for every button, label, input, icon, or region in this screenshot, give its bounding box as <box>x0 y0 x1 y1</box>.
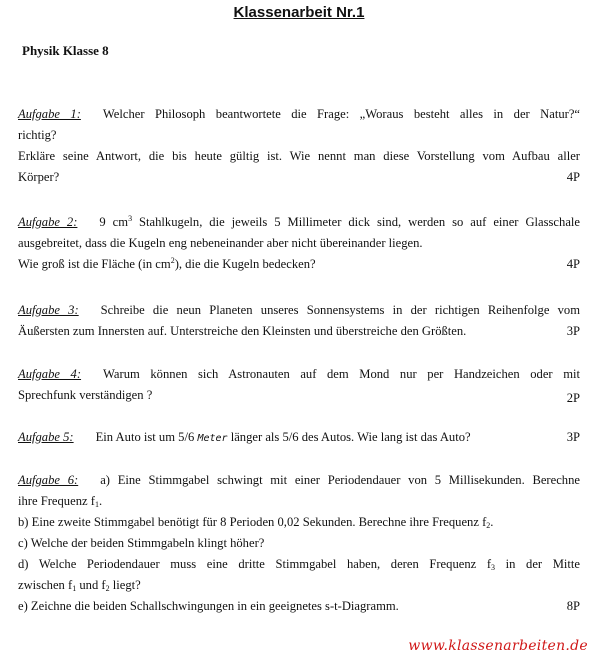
task-5-text-a: Ein Auto ist um 5/6 <box>95 430 195 444</box>
task-3-text-2: Äußersten zum Innersten auf. Unterstreiche den Kleinsten und überstreiche den Größten. <box>18 324 467 338</box>
task-6-text-d2c: liegt? <box>109 578 141 592</box>
task-4-label: Aufgabe 4: <box>18 367 82 381</box>
task-2-text-1a: 9 cm <box>99 215 129 229</box>
watermark-link[interactable]: www.klassenarbeiten.de <box>408 638 588 654</box>
page-title: Klassenarbeit Nr.1 <box>233 4 365 21</box>
task-5-label: Aufgabe 5: <box>18 430 74 444</box>
task-4-text-2: Sprechfunk verständigen ? <box>18 388 153 402</box>
task-4-text-1: Warum können sich Astronauten auf dem Mond nur per Handzeichen oder mit <box>103 367 580 381</box>
task-2-text-3a: Wie groß ist die Fläche (in cm <box>18 257 171 271</box>
task-2-label: Aufgabe 2: <box>18 215 78 229</box>
task-2-line-3 <box>18 254 580 275</box>
task-3-line-2 <box>18 321 580 342</box>
task-3-line-1 <box>18 300 580 321</box>
task-6-line-e <box>18 596 580 617</box>
task-3 <box>18 300 580 342</box>
task-1-text-4: Körper? <box>18 170 60 184</box>
task-2-text-3b: ), die die Kugeln bedecken? <box>174 257 316 271</box>
task-5-handwritten-note: Meter <box>197 433 228 444</box>
task-2-sup-2: 2 <box>170 256 175 265</box>
task-1-text-3: Erkläre seine Antwort, die bis heute gültig ist. Wie nennt man diese Vorstellung vom Aufbau aller <box>18 149 580 163</box>
task-6-text-a1: a) Eine Stimmgabel schwingt mit einer Periodendauer von 5 Millisekunden. Berechne <box>100 473 580 487</box>
task-2-points: 4P <box>566 257 580 271</box>
task-3-points: 3P <box>566 324 580 338</box>
task-6-text-b: b) Eine zweite Stimmgabel benötigt für 8 Perioden 0,02 Sekunden. Berechne ihre Frequenz f <box>18 515 487 529</box>
task-6-label: Aufgabe 6: <box>18 473 79 487</box>
task-6-text-d2b: und f <box>76 578 106 592</box>
task-4-line-1 <box>18 364 580 385</box>
task-6-points: 8P <box>566 599 580 613</box>
task-4-line-2 <box>18 385 580 406</box>
task-5-line-1 <box>18 427 580 449</box>
task-1-line-4 <box>18 167 580 188</box>
task-6-text-d1a: d) Welche Periodendauer muss eine dritte Stimmgabel haben, deren Frequenz f <box>18 557 492 571</box>
task-6-text-c: c) Welche der beiden Stimmgabeln klingt höher? <box>18 536 265 550</box>
task-1 <box>18 104 580 188</box>
task-2-sup-3: 3 <box>128 214 133 223</box>
task-6-sub-3: 3 <box>491 563 496 572</box>
task-1-points: 4P <box>566 170 580 184</box>
task-2 <box>18 212 580 275</box>
task-1-line-1 <box>18 104 580 125</box>
task-6-text-d1b: in der Mitte <box>495 557 581 571</box>
task-6 <box>18 470 580 617</box>
task-6-text-e: e) Zeichne die beiden Schallschwingungen in ein geeignetes s-t-Diagramm. <box>18 599 399 613</box>
task-2-text-2: ausgebreitet, dass die Kugeln eng nebeneinander aber nicht übereinander liegen. <box>18 236 423 250</box>
task-5-points: 3P <box>566 430 580 444</box>
task-3-label: Aufgabe 3: <box>18 303 79 317</box>
task-5-text-b: länger als 5/6 des Autos. Wie lang ist das Auto? <box>230 430 471 444</box>
task-6-line-b <box>18 512 580 533</box>
task-4 <box>18 364 580 406</box>
task-6-sub-f2: 2 <box>105 584 110 593</box>
task-4-points: 2P <box>566 391 580 405</box>
task-5 <box>18 427 580 449</box>
task-6-line-a2 <box>18 491 580 512</box>
task-1-text-2: richtig? <box>18 128 57 142</box>
task-3-text-1: Schreibe die neun Planeten unseres Sonnensystems in der richtigen Reihenfolge vom <box>100 303 580 317</box>
task-1-label: Aufgabe 1: <box>18 107 81 121</box>
task-6-text-d2a: zwischen f <box>18 578 73 592</box>
task-6-sub-f1: 1 <box>72 584 77 593</box>
task-2-text-1b: Stahlkugeln, die jeweils 5 Millimeter dick sind, werden so auf einer Glasschale <box>132 215 580 229</box>
task-6-text-a2b: . <box>98 494 103 508</box>
task-6-line-d1 <box>18 554 580 575</box>
task-2-line-1 <box>18 212 580 233</box>
task-6-sub-2: 2 <box>486 521 491 530</box>
task-6-line-d2 <box>18 575 580 596</box>
task-6-text-b-end: . <box>490 515 494 529</box>
task-6-text-a2a: ihre Frequenz f <box>18 494 95 508</box>
subject-heading: Physik Klasse 8 <box>22 43 109 58</box>
task-6-line-a1 <box>18 470 580 491</box>
task-6-sub-1: 1 <box>94 500 99 509</box>
task-1-text-1: Welcher Philosoph beantwortete die Frage: „Woraus besteht alles in der Natur?“ <box>102 107 581 121</box>
